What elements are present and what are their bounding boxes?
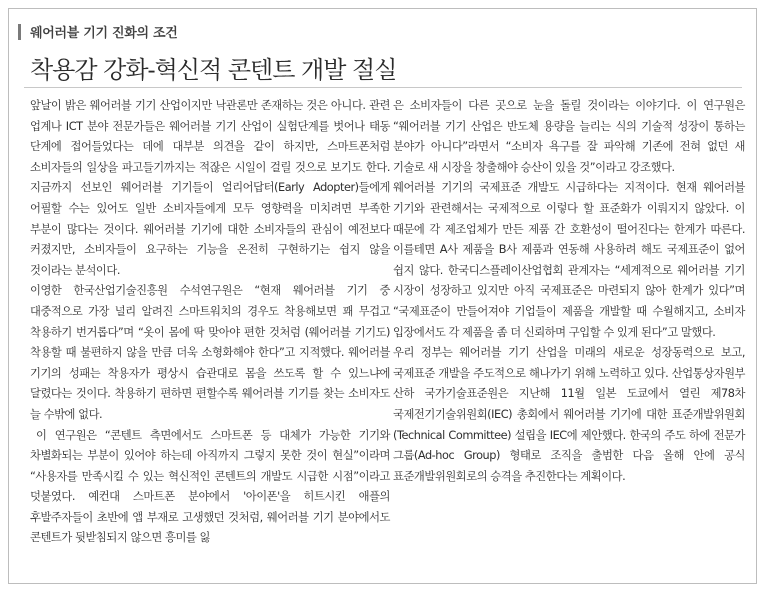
section-marker-bar bbox=[18, 24, 21, 40]
section-header bbox=[18, 22, 178, 41]
section-title: 웨어러블 기기 진화의 조건 bbox=[30, 26, 178, 41]
paragraph: 이 연구원은 “콘텐트 측면에서도 스마트폰 등 대체가 가능한 기기와 차별화되는 부분이 있어야 하는데 아직까지 그렇지 못한 것이 현실”이라며 “사용자를 만족시킬 수 있는 혁신적인 콘텐트의 개발도 시급한 시점”이라고 덧붙였다. 예컨대 스마트폰 분야에서 '아이폰'을 히트시킨 애플의 후발주자들이 초반에 앱 부재로 고생했던 것처럼, 웨어러블 기기 분야에서도 콘텐트가 뒷받침되지 않으면 흥미를 잃 bbox=[30, 428, 390, 545]
paragraph: 앞날이 밝은 웨어러블 기기 산업이지만 낙관론만 존재하는 것은 아니다. 관련 업계나 ICT 분야 전문가들은 웨어러블 기기 산업이 실험단계를 벗어나 태동 단계에 접어들었다는 데에 대부분 의견을 같이 하지만, 스마트폰처럼 소비자들의 일상을 파고들기까지는 적잖은 시일이 걸릴 것으로 보기도 한다. 지금까지 선보인 웨어러블 기기들이 얼리어답터(Early Adopter)들에게 어필할 수는 있어도 일반 소비자들에게 모두 영향력을 미치려면 부족한 부분이 많다는 것이다. 웨어러블 기기에 대한 소비자들의 관심이 예전보다 커졌지만, 소비자들이 요구하는 기능을 온전히 구현하기는 쉽지 않을 것이라는 분석이다. bbox=[30, 99, 390, 277]
left-column bbox=[30, 96, 390, 549]
headline-divider bbox=[24, 87, 742, 88]
paragraph: 우리 정부는 웨어러블 기기 산업을 미래의 새로운 성장동력으로 보고, 국제표준 개발을 주도적으로 해나가기 위해 노력하고 있다. 산업통상자원부 산하 국가기술표준원은 지난해 11월 일본 도쿄에서 열린 제78차 국제전기기술위원회(IEC) 총회에서 웨어러블 기기에 대한 표준개발위원회(Technical Committee) 설립을 IEC에 제안했다. 한국의 주도 하에 전문가 그룹(Ad-hoc Group) 형태로 조직을 출범한 다음 올해 안에 공식 표준개발위원회로의 승격을 추진한다는 계획이다. bbox=[393, 346, 745, 483]
headline: 착용감 강화-혁신적 콘텐트 개발 절실 bbox=[30, 56, 397, 84]
right-column bbox=[393, 96, 745, 487]
paragraph: 이영한 한국산업기술진흥원 수석연구원은 “현재 웨어러블 기기 중 대중적으로 가장 널리 알려진 스마트워치의 경우도 착용해보면 꽤 무겁고 착용하기 번거롭다”며 “옷이 몸에 딱 맞아야 편한 것처럼 (웨어러블 기기도) 착용할 때 불편하지 않을 만큼 더욱 소형화해야 한다”고 지적했다. 웨어러블 기기의 성패는 착용자가 평상시 습관대로 몸을 쓰도록 할 수 있느냐에 달렸다는 것이다. 착용하기 편하면 편할수록 웨어러블 기기를 찾는 소비자도 늘 수밖에 없다. bbox=[30, 284, 390, 421]
paragraph: 은 소비자들이 다른 곳으로 눈을 돌릴 것이라는 이야기다. 이 연구원은 “웨어러블 기기 산업은 반도체 용량을 늘리는 식의 기술적 성장이 통하는 분야가 아니다”라면서 “소비자 욕구를 잘 파악해 기존에 전혀 없던 새 기술로 새 시장을 창출해야 승산이 있을 것”이라고 강조했다. bbox=[393, 99, 745, 174]
paragraph: 웨어러블 기기의 국제표준 개발도 시급하다는 지적이다. 현재 웨어러블 기기와 관련해서는 국제적으로 이렇다 할 표준화가 이뤄지지 않았다. 이 때문에 각 제조업체가 만든 제품 간 호환성이 떨어진다는 한계가 따른다. 이를테면 A사 제품을 B사 제품과 연동해 사용하려 해도 국제표준이 없어 쉽지 않다. 한국디스플레이산업협회 관계자는 “세계적으로 웨어러블 기기 시장이 성장하고 있지만 아직 국제표준은 마련되지 않아 한계가 있다”며 “국제표준이 만들어져야 기업들이 제품을 개발할 때 수월해지고, 소비자 입장에서도 각 제품을 좀 더 신뢰하며 구입할 수 있게 된다”고 말했다. bbox=[393, 181, 745, 339]
